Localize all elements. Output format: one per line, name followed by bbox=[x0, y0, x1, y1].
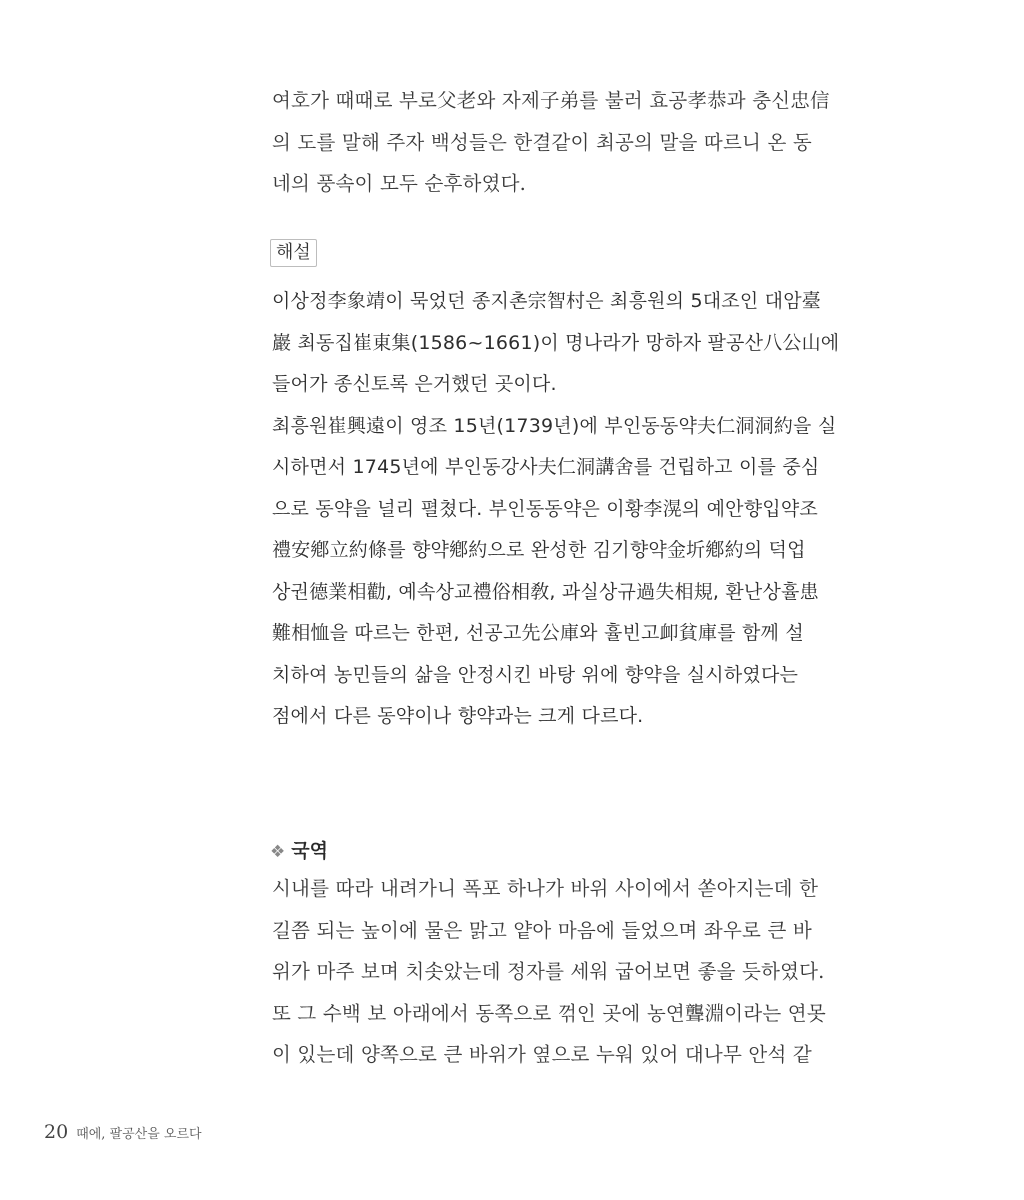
text-line: 최흥원崔興遠이 영조 15년(1739년)에 부인동동약夫仁洞洞約을 실 bbox=[272, 414, 837, 437]
text-line: 위가 마주 보며 치솟았는데 정자를 세워 굽어보면 좋을 듯하였다. bbox=[272, 960, 825, 983]
text-line: 치하여 농민들의 삶을 안정시킨 바탕 위에 향약을 실시하였다는 bbox=[272, 663, 799, 686]
text-line: 들어가 종신토록 은거했던 곳이다. bbox=[272, 373, 557, 395]
page-footer bbox=[44, 1120, 202, 1147]
text-line: 이 있는데 양쪽으로 큰 바위가 옆으로 누워 있어 대나무 안석 같 bbox=[272, 1043, 812, 1066]
running-title: 때에, 팔공산을 오르다 bbox=[76, 1127, 202, 1142]
text-line: 네의 풍속이 모두 순후하였다. bbox=[272, 172, 527, 195]
commentary-paragraph bbox=[272, 281, 852, 738]
text-line: 시내를 따라 내려가니 폭포 하나가 바위 사이에서 쏟아지는데 한 bbox=[272, 877, 819, 900]
text-line: 여호가 때때로 부로父老와 자제子弟를 불러 효공孝恭과 충신忠信 bbox=[272, 89, 830, 112]
text-line: 상권德業相勸, 예속상교禮俗相敎, 과실상규過失相規, 환난상휼患 bbox=[272, 580, 819, 603]
text-line: 또 그 수백 보 아래에서 동쪽으로 꺾인 곳에 농연聾淵이라는 연못 bbox=[272, 1001, 826, 1025]
translation-heading bbox=[270, 838, 328, 865]
text-line: 점에서 다른 동약이나 향약과는 크게 다르다. bbox=[272, 705, 644, 727]
text-line: 길쯤 되는 높이에 물은 맑고 얕아 마음에 들었으며 좌우로 큰 바 bbox=[272, 918, 812, 942]
page-number: 20 bbox=[44, 1121, 69, 1143]
text-line: 禮安鄕立約條를 향약鄕約으로 완성한 김기향약金圻鄕約의 덕업 bbox=[272, 539, 806, 561]
body-paragraph-top bbox=[272, 80, 852, 205]
translation-heading-label: 국역 bbox=[291, 840, 328, 862]
translation-paragraph bbox=[272, 868, 852, 1076]
text-line: 시하면서 1745년에 부인동강사夫仁洞講舍를 건립하고 이를 중심 bbox=[272, 456, 820, 478]
text-line: 巖 최동집崔東集(1586~1661)이 명나라가 망하자 팔공산八公山에 bbox=[272, 331, 840, 354]
text-line: 難相恤을 따르는 한편, 선공고先公庫와 휼빈고卹貧庫를 함께 설 bbox=[272, 622, 804, 644]
diamond-bullet-icon: ❖ bbox=[270, 842, 286, 862]
commentary-heading: 해설 bbox=[270, 239, 317, 267]
text-line: 이상정李象靖이 묵었던 종지촌宗智村은 최흥원의 5대조인 대암臺 bbox=[272, 290, 821, 312]
text-line: 으로 동약을 널리 펼쳤다. 부인동동약은 이황李滉의 예안향입약조 bbox=[272, 497, 818, 520]
text-line: 의 도를 말해 주자 백성들은 한결같이 최공의 말을 따르니 온 동 bbox=[272, 130, 812, 154]
